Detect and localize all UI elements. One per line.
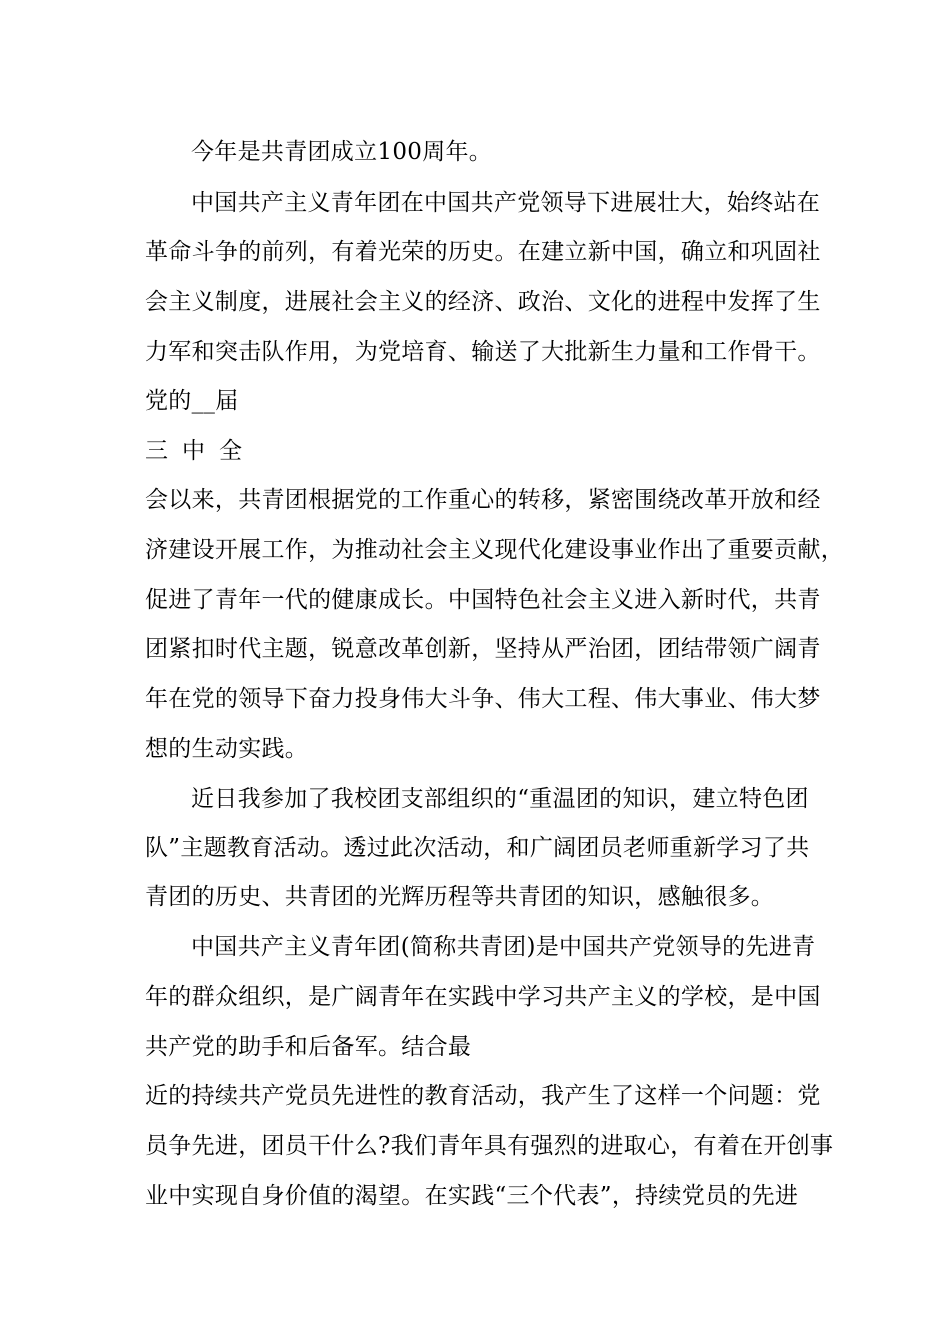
- paragraph-line: 促进了青年一代的健康成长。中国特色社会主义进入新时代，共青: [145, 587, 821, 613]
- paragraph-line: 中国共产主义青年团在中国共产党领导下进展壮大，始终站在: [191, 190, 821, 216]
- paragraph-line: 三中全: [145, 438, 256, 464]
- paragraph-line: 想的生动实践。: [145, 736, 309, 762]
- paragraph-line: 近的持续共产党员先进性的教育活动，我产生了这样一个问题：党: [145, 1083, 821, 1109]
- paragraph-line: 团紧扣时代主题，锐意改革创新，坚持从严治团，团结带领广阔青: [145, 636, 821, 662]
- paragraph-line: 革命斗争的前列，有着光荣的历史。在建立新中国，确立和巩固社: [145, 239, 821, 265]
- paragraph-line: 业中实现自身价值的渴望。在实践“三个代表”，持续党员的先进: [145, 1183, 799, 1209]
- paragraph-line: 队”主题教育活动。透过此次活动，和广阔团员老师重新学习了共: [145, 835, 810, 861]
- paragraph-line: 青团的历史、共青团的光辉历程等共青团的知识，感触很多。: [145, 884, 775, 910]
- paragraph-line: 党的__届: [145, 388, 239, 414]
- paragraph-line: 济建设开展工作，为推动社会主义现代化建设事业作出了重要贡献，: [145, 537, 844, 563]
- paragraph-line: 近日我参加了我校团支部组织的“重温团的知识，建立特色团: [191, 786, 809, 812]
- paragraph-line: 会主义制度，进展社会主义的经济、政治、文化的进程中发挥了生: [145, 289, 821, 315]
- paragraph-line: 会以来，共青团根据党的工作重心的转移，紧密围绕改革开放和经: [145, 487, 821, 513]
- paragraph-line: 力军和突击队作用，为党培育、输送了大批新生力量和工作骨干。: [145, 339, 821, 365]
- paragraph-line: 今年是共青团成立100周年。: [191, 139, 493, 165]
- paragraph-line: 年在党的领导下奋力投身伟大斗争、伟大工程、伟大事业、伟大梦: [145, 686, 821, 712]
- paragraph-line: 员争先进，团员干什么?我们青年具有强烈的进取心，有着在开创事: [145, 1133, 834, 1159]
- paragraph-line: 年的群众组织，是广阔青年在实践中学习共产主义的学校，是中国: [145, 984, 821, 1010]
- paragraph-line: 共产党的助手和后备军。结合最: [145, 1034, 472, 1060]
- paragraph-line: 中国共产主义青年团(简称共青团)是中国共产党领导的先进青: [191, 934, 816, 960]
